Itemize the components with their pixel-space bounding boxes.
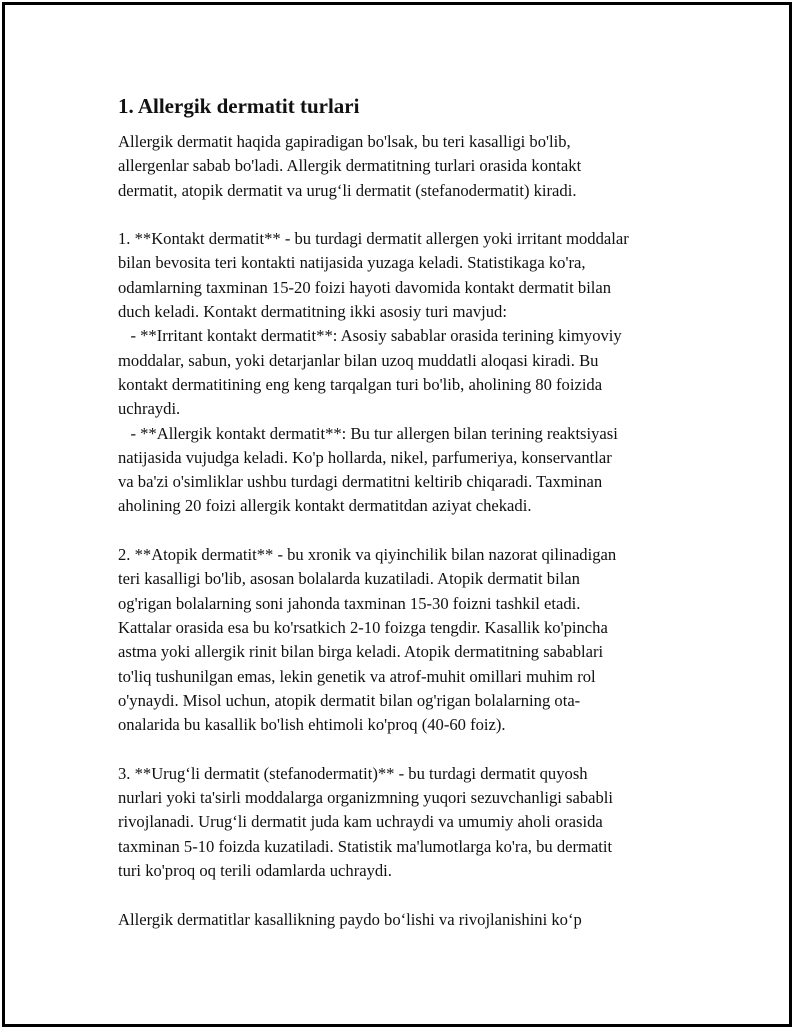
text-line: turi ko'proq oq terili odamlarda uchraydi. bbox=[118, 860, 392, 880]
text-line: bilan bevosita teri kontakti natijasida yuzaga keladi. Statistikaga ko'ra, bbox=[118, 253, 586, 273]
text-line: nurlari yoki ta'sirli moddalarga organizmning yuqori sezuvchanligi sababli bbox=[118, 788, 614, 808]
paragraph-urugli-dermatit bbox=[118, 762, 698, 883]
text-line: Allergik dermatitlar kasallikning paydo bo‘lishi va rivojlanishini ko‘p bbox=[118, 909, 582, 929]
text-line: 3. **Urug‘li dermatit (stefanodermatit)** - bu turdagi dermatit quyosh bbox=[118, 763, 588, 783]
text-line: Allergik dermatit haqida gapiradigan bo'lsak, bu teri kasalligi bo'lib, bbox=[118, 132, 571, 151]
text-line: aholining 20 foizi allergik kontakt dermatitdan aziyat chekadi. bbox=[118, 496, 532, 516]
text-line: og'rigan bolalarning soni jahonda taxminan 15-30 foizni tashkil etadi. bbox=[118, 593, 581, 613]
paragraph-intro bbox=[118, 130, 698, 203]
text-line: va ba'zi o'simliklar ushbu turdagi dermatitni keltirib chiqaradi. Taxminan bbox=[118, 472, 603, 492]
text-line: - **Irritant kontakt dermatit**: Asosiy sabablar orasida terining kimyoviy bbox=[118, 326, 622, 346]
text-line: natijasida vujudga keladi. Ko'p hollarda, nikel, parfumeriya, konservantlar bbox=[118, 447, 612, 467]
text-line: 1. **Kontakt dermatit** - bu turdagi dermatit allergen yoki irritant moddalar bbox=[118, 229, 629, 249]
document-body bbox=[118, 92, 698, 932]
text-line: - **Allergik kontakt dermatit**: Bu tur allergen bilan terining reaktsiyasi bbox=[118, 423, 618, 443]
text-line: dermatit, atopik dermatit va urug‘li dermatit (stefanodermatit) kiradi. bbox=[118, 180, 577, 200]
text-line: o'ynaydi. Misol uchun, atopik dermatit bilan og'rigan bolalarning ota- bbox=[118, 690, 581, 710]
paragraph-conclusion bbox=[118, 908, 698, 932]
text-line: taxminan 5-10 foizda kuzatiladi. Statistik ma'lumotlarga ko'ra, bu dermatit bbox=[118, 836, 613, 856]
paragraph-kontakt-dermatit bbox=[118, 227, 698, 519]
paragraph-atopik-dermatit bbox=[118, 543, 698, 737]
text-line: astma yoki allergik rinit bilan birga keladi. Atopik dermatitning sabablari bbox=[118, 642, 604, 662]
section-heading: 1. Allergik dermatit turlari bbox=[118, 94, 360, 118]
text-line: odamlarning taxminan 15-20 foizi hayoti davomida kontakt dermatit bilan bbox=[118, 277, 612, 297]
text-line: moddalar, sabun, yoki detarjanlar bilan uzoq muddatli aloqasi kiradi. Bu bbox=[118, 350, 599, 370]
text-line: allergenlar sabab bo'ladi. Allergik dermatitning turlari orasida kontakt bbox=[118, 156, 582, 176]
text-line: Kattalar orasida esa bu ko'rsatkich 2-10 foizga tengdir. Kasallik ko'pincha bbox=[118, 617, 608, 637]
text-line: kontakt dermatitining eng keng tarqalgan turi bo'lib, aholining 80 foizida bbox=[118, 374, 603, 394]
text-line: duch keladi. Kontakt dermatitning ikki asosiy turi mavjud: bbox=[118, 302, 507, 322]
text-line: teri kasalligi bo'lib, asosan bolalarda kuzatiladi. Atopik dermatit bilan bbox=[118, 569, 580, 589]
text-line: to'liq tushunilgan emas, lekin genetik va atrof-muhit omillari muhim rol bbox=[118, 666, 596, 686]
text-line: rivojlanadi. Urug‘li dermatit juda kam uchraydi va umumiy aholi orasida bbox=[118, 812, 603, 832]
text-line: onalarida bu kasallik bo'lish ehtimoli ko'proq (40-60 foiz). bbox=[118, 715, 506, 735]
text-line: uchraydi. bbox=[118, 399, 181, 419]
text-line: 2. **Atopik dermatit** - bu xronik va qiyinchilik bilan nazorat qilinadigan bbox=[118, 545, 617, 565]
